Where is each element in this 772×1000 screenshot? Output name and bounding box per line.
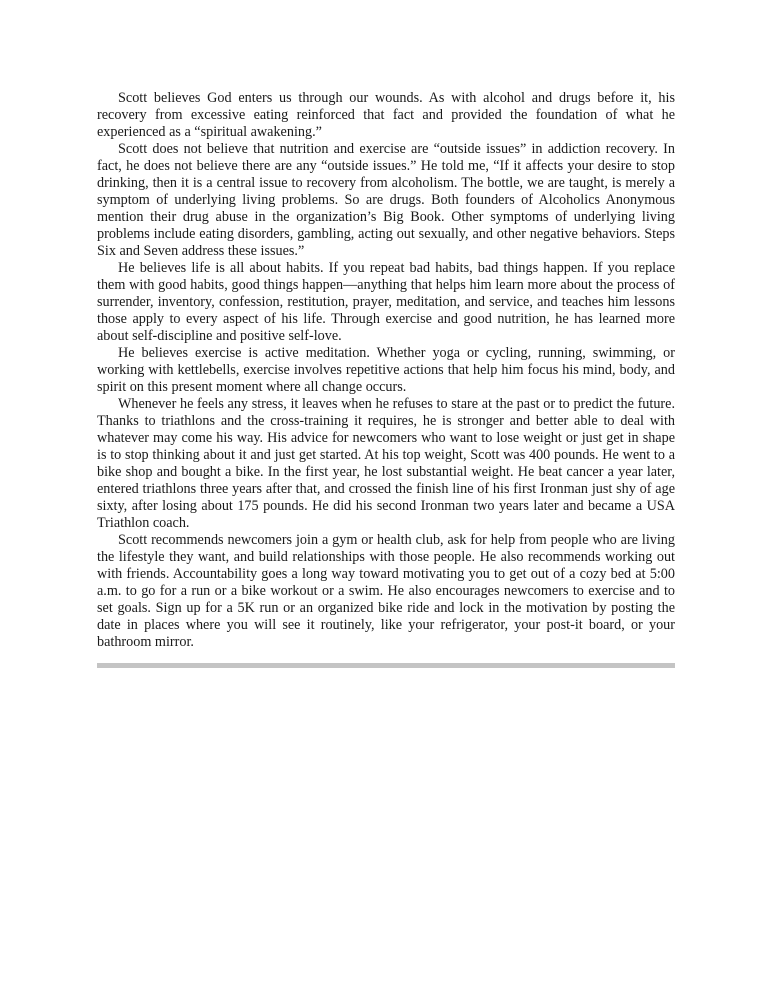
paragraph-4: He believes exercise is active meditation. Whether yoga or cycling, running, swimming, or working with kettlebells, exercise involves repetitive actions that help him focus his mind, body, and spirit on this present moment where all change occurs. [97,345,675,395]
document-body [97,90,675,651]
section-divider [97,663,675,668]
paragraph-3: He believes life is all about habits. If you repeat bad habits, bad things happen. If you replace them with good habits, good things happen—anything that helps him learn more about the process of surrender, inventory, confession, restitution, prayer, meditation, and service, and teaches him lessons those apply to every aspect of his life. Through exercise and good nutrition, he has learned more about self-discipline and positive self-love. [97,260,675,344]
paragraph-5: Whenever he feels any stress, it leaves when he refuses to stare at the past or to predict the future. Thanks to triathlons and the cross-training it requires, he is stronger and better able to deal with whatever may come his way. His advice for newcomers who want to lose weight or just get in shape is to stop thinking about it and just get started. At his top weight, Scott was 400 pounds. He went to a bike shop and bought a bike. In the first year, he lost substantial weight. He beat cancer a year later, entered triathlons three years after that, and crossed the finish line of his first Ironman just shy of age sixty, after losing about 175 pounds. He did his second Ironman two years later and became a USA Triathlon coach. [97,396,675,531]
paragraph-6: Scott recommends newcomers join a gym or health club, ask for help from people who are living the lifestyle they want, and build relationships with those people. He also recommends working out with friends. Accountability goes a long way toward motivating you to get out of a cozy bed at 5:00 a.m. to go for a run or a bike workout or a swim. He also encourages newcomers to exercise and to set goals. Sign up for a 5K run or an organized bike ride and lock in the motivation by posting the date in places where you will see it routinely, like your refrigerator, your post-it board, or your bathroom mirror. [97,532,675,650]
paragraph-1: Scott believes God enters us through our wounds. As with alcohol and drugs before it, his recovery from excessive eating reinforced that fact and provided the foundation of what he experienced as a “spiritual awakening.” [97,90,675,140]
paragraph-2: Scott does not believe that nutrition and exercise are “outside issues” in addiction recovery. In fact, he does not believe there are any “outside issues.” He told me, “If it affects your desire to stop drinking, then it is a central issue to recovery from alcoholism. The bottle, we are taught, is merely a symptom of underlying living problems. So are drugs. Both founders of Alcoholics Anonymous mention their drug abuse in the organization’s Big Book. Other symptoms of underlying living problems include eating disorders, gambling, acting out sexually, and other negative behaviors. Steps Six and Seven address these issues.” [97,141,675,259]
